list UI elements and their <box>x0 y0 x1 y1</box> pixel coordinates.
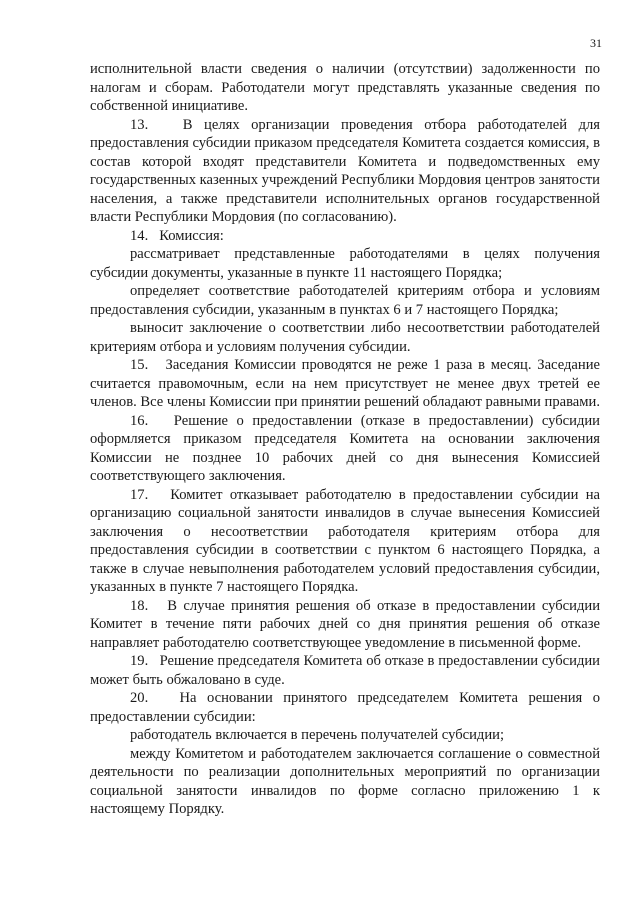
paragraph-20-item-2: между Комитетом и работодателем заключается соглашение о совместной деятельности по реализации дополнительных мероприятий по организации социальной занятости инвалидов по форме согласно приложению 1 к настоящему Порядку. <box>90 745 600 817</box>
paragraph-19: 19. Решение председателя Комитета об отказе в предоставлении субсидии может быть обжаловано в суде. <box>90 653 600 688</box>
paragraph-14-item-2: определяет соответствие работодателей критериям отбора и условиям предоставления субсидии, указанным в пунктах 6 и 7 настоящего Порядка; <box>90 283 600 318</box>
page-number: 31 <box>590 36 602 50</box>
paragraph-18: 18. В случае принятия решения об отказе в предоставлении субсидии Комитет в течение пяти рабочих дней со дня принятия решения об отказе направляет работодателю соответствующее уведомление в письменной форме. <box>90 597 600 651</box>
paragraph-20: 20. На основании принятого председателем Комитета решения о предоставлении субсидии: <box>90 690 600 725</box>
paragraph-17: 17. Комитет отказывает работодателю в предоставлении субсидии на организацию социальной занятости инвалидов в случае вынесения Комиссией заключения о несоответствии работодателя критериям отбора для предоставления субсидии в соответствии с пунктом 6 настоящего Порядка, а также в случае невыполнения работодателем условий предоставления субсидии, указанных в пункте 7 настоящего Порядка. <box>90 486 600 595</box>
paragraph-14: 14. Комиссия: <box>130 227 224 244</box>
paragraph-14-item-3: выносит заключение о соответствии либо несоответствии работодателей критериям отбора и условиям получения субсидии. <box>90 320 600 355</box>
paragraph-continuation: исполнительной власти сведения о наличии (отсутствии) задолженности по налогам и сборам. Работодатели могут представлять указанные сведения по собственной инициативе. <box>90 61 600 114</box>
paragraph-16: 16. Решение о предоставлении (отказе в предоставлении) субсидии оформляется приказом председателя Комитета на основании заключения Комиссии не позднее 10 рабочих дней со дня вынесения Комиссией соответствующего заключения. <box>90 412 600 484</box>
document-body <box>90 60 600 819</box>
paragraph-20-item-1: работодатель включается в перечень получателей субсидии; <box>130 727 505 743</box>
paragraph-15: 15. Заседания Комиссии проводятся не реже 1 раза в месяц. Заседание считается правомочным, если на нем присутствует не менее двух третей ее членов. Все члены Комиссии при принятии решений обладают равными правами. <box>90 357 600 410</box>
paragraph-13: 13. В целях организации проведения отбора работодателей для предоставления субсидии приказом председателя Комитета создается комиссия, в состав которой входят представители Комитета и подведомственных ему государственных казенных учреждений Республики Мордовия центров занятости населения, а также представители исполнительных органов государственной власти Республики Мордовия (по согласованию). <box>90 116 600 225</box>
paragraph-14-item-1: рассматривает представленные работодателями в целях получения субсидии документы, указанные в пункте 11 настоящего Порядка; <box>90 246 600 281</box>
